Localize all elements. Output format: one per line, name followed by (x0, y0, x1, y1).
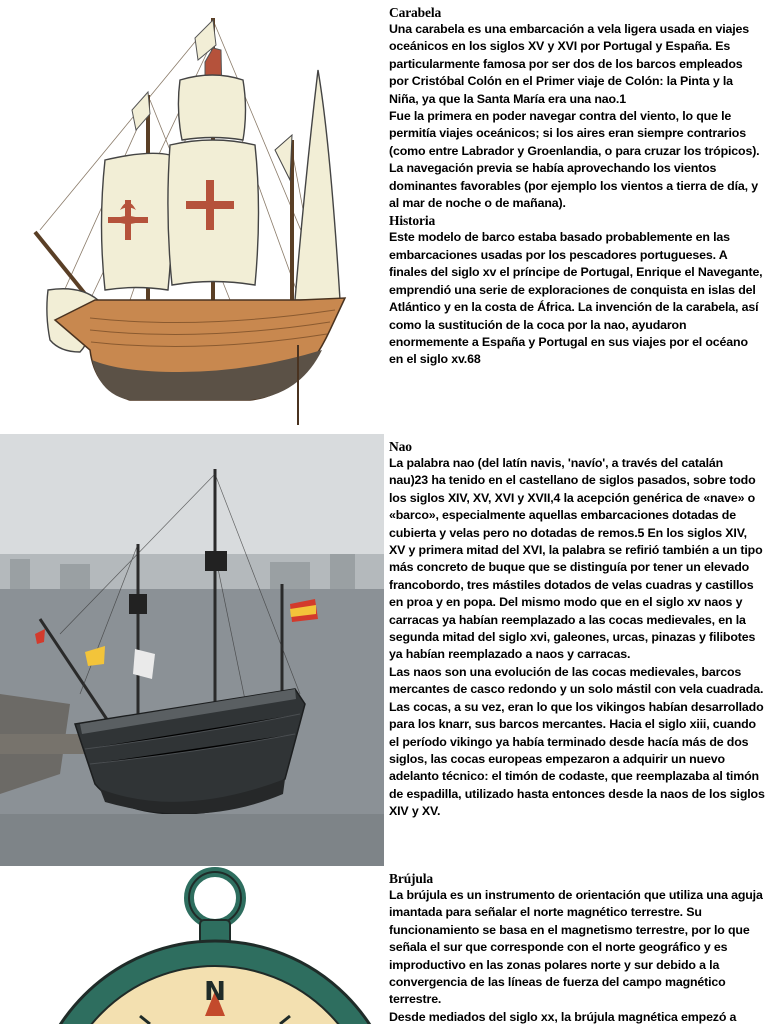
nao-photo (0, 434, 384, 866)
compass-illustration (0, 866, 384, 1024)
paragraph: Las naos son una evolución de las cocas medievales, barcos mercantes de casco redondo y un solo mástil con vela cuadrada. Las cocas, a su vez, eran lo que los vikingos habían desarrollado para los knarr, sus barcos mercantes. Hacia el siglo xiii, cuando el período vikingo ya había terminado desde hacía más de dos siglos, las cocas europeas empezaron a adquirir un nuevo adelanto técnico: el timón de codaste, que reemplazaba al timón de espadilla, utilizado hasta entonces desde la naos de los siglos XIV y XV. (389, 664, 765, 819)
paragraph: Fue la primera en poder navegar contra del viento, lo que le permitía viajes oceánicos; si los aires eran siempre contrarios (como entre Labrador y Groenlandia, o para cruzar los trópicos). La navegación previa se había aprovechando los vientos dominantes favorables (por ejemplo los vientos a tierra de día, y al mar de noche o de mañana). (389, 109, 760, 211)
caravel-illustration (0, 0, 384, 432)
section-title: Carabela (389, 5, 442, 20)
section-nao (389, 438, 765, 821)
paragraph: Una carabela es una embarcación a vela ligera usada en viajes oceánicos en los siglos XV y XVI por Portugal y España. Es particularmente famosa por ser dos de los barcos empleados por Cristóbal Colón en el Primer viaje de Colón: la Pinta y la Niña, ya que la Santa María era una nao.1 (389, 22, 750, 106)
compass-north-letter: N (204, 977, 226, 1007)
section-brujula (389, 870, 765, 1026)
paragraph: Este modelo de barco estaba basado probablemente en las embarcaciones usadas por los pescadores portugueses. A finales del siglo xv el príncipe de Portugal, Enrique el Navegante, emprendió una serie de exploraciones de conquista en islas del Atlántico y en la costa de África. La invención de la carabela, así como la sustitución de la coca por la nao, ayudaron enormemente a España y Portugal en sus viajes por el océano en el siglo xv.68 (389, 230, 763, 367)
paragraph: Desde mediados del siglo xx, la brújula magnética empezó a (389, 1009, 737, 1024)
section-subtitle: Historia (389, 213, 436, 229)
paragraph: La palabra nao (del latín navis, 'navío', a través del catalán nau)23 ha tenido en el castellano de siglos pasados, sobre todo los siglos XIV, XV, XVI y XVII,4 la acepción genérica de «nave» o «barco», especialmente aquellas embarcaciones dotadas de cubierta y velas pero no dotadas de remos.5 En los siglos XIV, XV y primera mitad del XVI, la palabra se refirió también a un tipo más concreto de buque que se distinguía por tener un elevado francobordo, tres mástiles dotados de velas cuadras y castillos en proa y en popa. Del mismo modo que en el siglo xv naos y carracas ya habían reemplazado a las cocas medievales, en la segunda mitad del siglo xvi, galeones, urcas, pinazas y filibotes ya habían reemplazado a naos y carracas. (389, 456, 763, 662)
paragraph: La brújula es un instrumento de orientación que utiliza una aguja imantada para señalar el norte magnético terrestre. Su funcionamiento se basa en el magnetismo terrestre, por lo que señala el sur que corresponde con el norte geográfico y es improductivo en las zonas polares norte y sur debido a la convergencia de las líneas de fuerza del campo magnético terrestre. (389, 888, 763, 1007)
section-carabela (389, 4, 765, 369)
section-title: Brújula (389, 871, 433, 886)
section-title: Nao (389, 439, 412, 454)
